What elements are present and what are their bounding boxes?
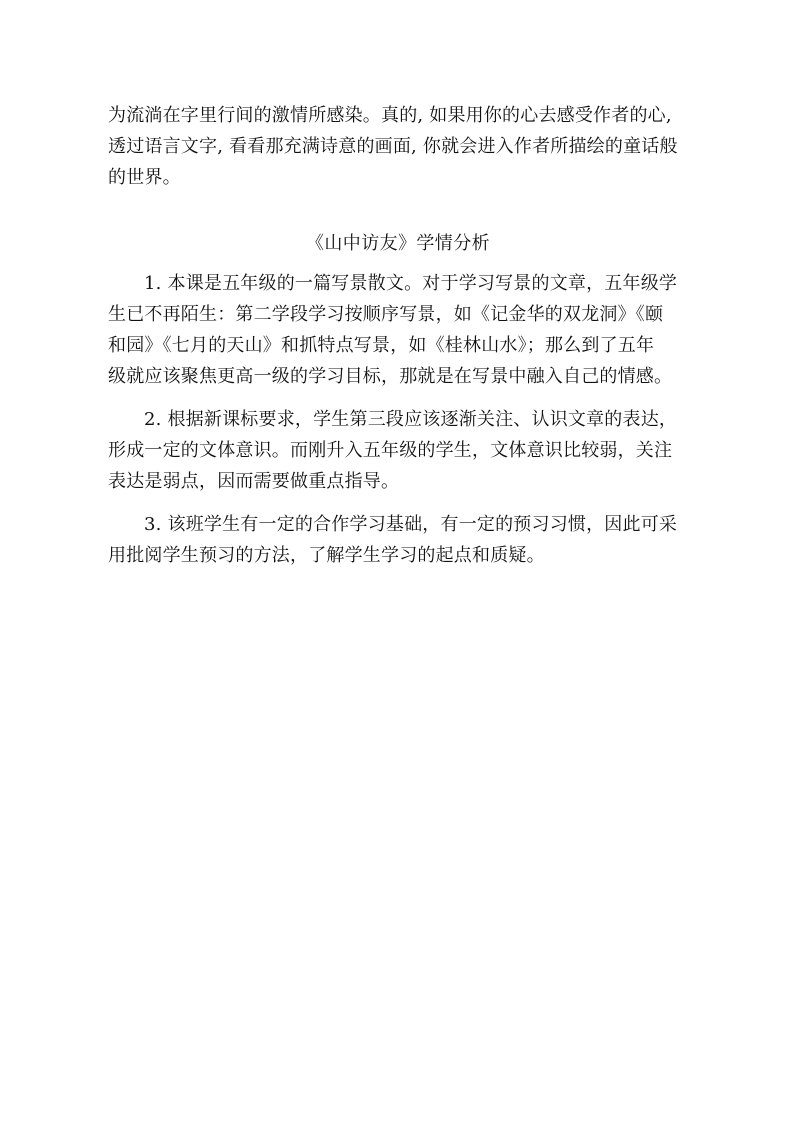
paragraph-2-line-3: 表达是弱点，因而需要做重点指导。 [108,471,400,492]
analysis-paragraph-3 [108,509,688,571]
intro-line-2: 透过语言文字, 看看那充满诗意的画面, 你就会进入作者所描绘的童话般 [108,136,678,157]
paragraph-3-line-1: 3. 该班学生有一定的合作学习基础，有一定的预习习惯，因此可采 [144,514,678,535]
paragraph-2-line-1: 2. 根据新课标要求，学生第三段应该逐渐关注、认识文章的表达， [144,409,678,430]
intro-line-1: 为流淌在字里行间的激情所感染。真的, 如果用你的心去感受作者的心, [108,105,672,126]
paragraph-1-line-3: 和园》《七月的天山》和抓特点写景，如《桂林山水》；那么到了五年 [108,335,655,356]
paragraph-1-line-1: 1. 本课是五年级的一篇写景散文。对于学习写景的文章，五年级学 [144,273,678,294]
analysis-paragraph-2 [108,404,688,497]
intro-line-3: 的世界。 [108,167,181,188]
analysis-section [108,268,688,583]
paragraph-2-line-2: 形成一定的文体意识。而刚升入五年级的学生，文体意识比较弱，关注 [108,440,673,461]
paragraph-3-line-2: 用批阅学生预习的方法，了解学生学习的起点和质疑。 [108,545,545,566]
analysis-paragraph-1 [108,268,688,392]
paragraph-1-line-2: 生已不再陌生：第二学段学习按顺序写景，如《记金华的双龙洞》《颐 [108,304,664,325]
paragraph-1-line-4: 级就应该聚焦更高一级的学习目标，那就是在写景中融入自己的情感。 [108,366,673,387]
intro-paragraph [108,100,688,193]
section-title: 《山中访友》学情分析 [306,233,490,254]
